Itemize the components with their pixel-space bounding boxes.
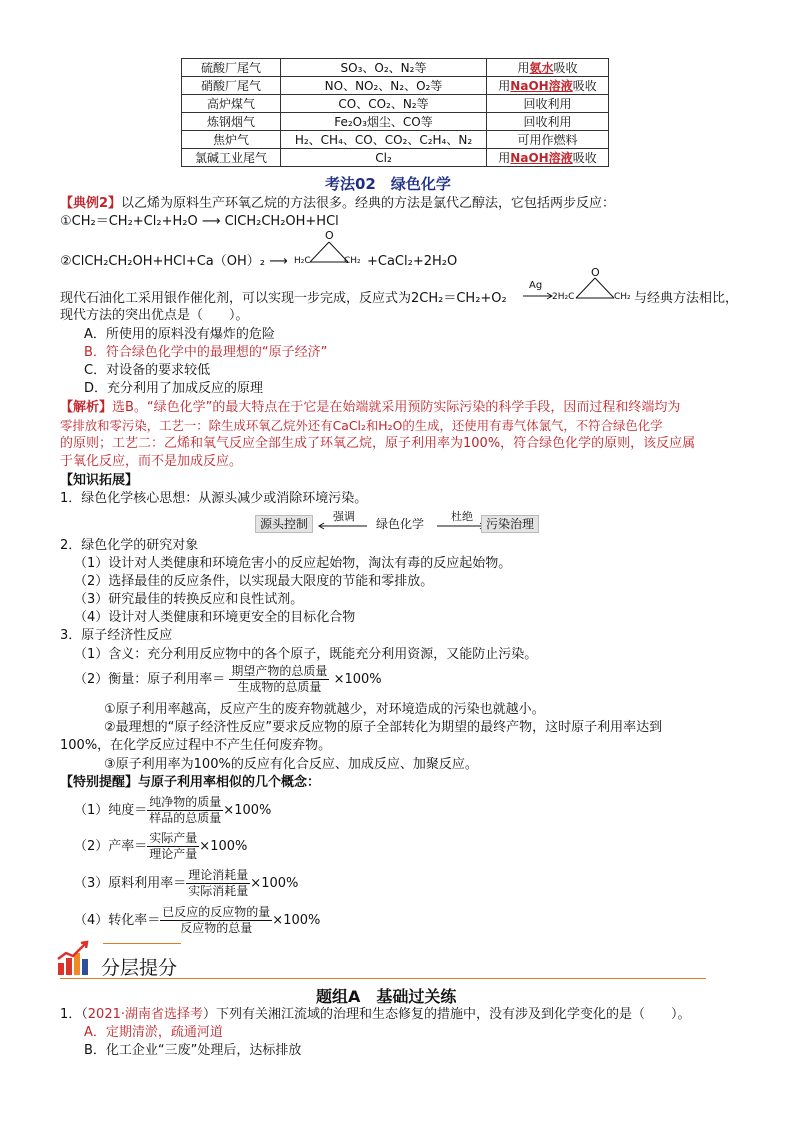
reaction-2-left: ②ClCH₂CH₂OH+HCl+Ca（OH）₂ ⟶: [60, 254, 288, 269]
knowledge-p3-definition: （1）含义：充分利用反应物中的各个原子，既能充分利用资源，又能防止污染。: [74, 647, 538, 662]
green-chem-diagram: [255, 510, 545, 536]
q1-option-b: B．化工企业“三废”处理后，达标排放: [84, 1043, 302, 1058]
knowledge-p2-item-4: （4）设计对人类健康和环境更安全的目标化合物: [74, 610, 356, 625]
tail-gas-row: [182, 95, 609, 113]
concept-times: ×100%: [272, 913, 321, 928]
concept-numerator: 实际产量: [149, 831, 198, 845]
note-2b: 100%，在化学反应过程中不产生任何废弃物。: [60, 738, 332, 753]
tail-gas-row: [182, 149, 609, 167]
treatment-prefix: 回收利用: [523, 115, 572, 129]
concept-numerator: 纯净物的质量: [149, 795, 222, 809]
catalyst-label: Ag: [529, 280, 543, 291]
question-1-stem: [60, 1006, 691, 1024]
q1-stem-text: ）下列有关湘江流域的治理和生态修复的措施中，没有涉及到化学变化的是（ ）。: [203, 1007, 691, 1022]
concept-times: ×100%: [223, 803, 272, 818]
gas-source: 焦炉气: [182, 131, 281, 149]
formula-numerator: 期望产物的总质量: [231, 664, 328, 678]
treatment-prefix: 回收利用: [523, 97, 572, 111]
gas-source: 硝酸厂尾气: [182, 77, 281, 95]
note-1: ①原子利用率越高，反应产生的废弃物就越少，对环境造成的污染也就越小。: [104, 702, 545, 717]
concept-times: ×100%: [250, 876, 299, 891]
epoxide-left-carbon-2: 2H₂C: [552, 292, 575, 302]
knowledge-p2-item-3: （3）研究最佳的转换反应和良性试剂。: [74, 592, 304, 607]
diagram-pollution-treatment: 污染治理: [481, 515, 539, 533]
diagram-eliminate-label: 杜绝: [451, 510, 473, 523]
gas-source: 硫酸厂尾气: [182, 59, 281, 77]
gas-components: SO₃、O₂、N₂等: [281, 59, 487, 77]
treatment-prefix: 用: [517, 61, 530, 75]
concept-fraction: [147, 795, 223, 826]
group-title: 题组A 基础过关练: [316, 987, 457, 1006]
analysis-tag: 【解析】: [60, 400, 113, 415]
q1-option-a: A．定期清淤，疏通河道: [84, 1025, 223, 1040]
concept-denominator: 实际消耗量: [188, 884, 249, 898]
option-d: D．充分利用了加成反应的原理: [84, 381, 264, 396]
analysis-text-1: 选B。“绿色化学”的最大特点在于它是在始端就采用预防实际污染的科学手段，因而过程和终端均为: [112, 400, 681, 415]
catalyst-arrow: [521, 282, 555, 304]
formula-denominator: 生成物的总质量: [237, 680, 322, 694]
orange-divider: [60, 978, 706, 979]
bar-chart-icon: [57, 940, 89, 976]
reaction-2-right: +CaCl₂+2H₂O: [367, 254, 458, 269]
gas-components: H₂、CH₄、CO、CO₂、C₂H₄、N₂: [281, 131, 487, 149]
layered-title: 分层提分: [101, 957, 178, 979]
layered-header: [57, 940, 197, 978]
analysis-line-3: 的原则；工艺二：乙烯和氧气反应全部生成了环氧乙烷，原子利用率为100%，符合绿色化学的原则，该反应属: [60, 436, 696, 451]
header-rule: [103, 943, 181, 944]
gas-treatment: [487, 131, 609, 149]
treatment-suffix: 吸收: [572, 151, 597, 165]
analysis-line-2: 零排放和零污染，工艺一：除生成环氧乙烷外还有CaCl₂和H₂O的生成，还使用有毒气体氯气，不符合绿色化学: [60, 418, 663, 433]
knowledge-p1: 1．绿色化学核心思想：从源头减少或消除环境污染。: [60, 491, 368, 506]
gas-components: NO、NO₂、N₂、O₂等: [281, 77, 487, 95]
question-text: 现代方法的突出优点是（ ）。: [60, 308, 249, 323]
option-b: B．符合绿色化学中的最理想的“原子经济”: [84, 345, 328, 360]
special-concept: [74, 905, 320, 936]
special-concept: [74, 831, 247, 862]
concept-denominator: 反应物的总量: [180, 921, 253, 935]
note-3: ③原子利用率为100%的反应有化合反应、加成反应、加聚反应。: [104, 757, 478, 772]
knowledge-p2-item-1: （1）设计对人类健康和环境危害小的反应起始物，淘汰有毒的反应起始物。: [74, 556, 512, 571]
concept-fraction: [160, 905, 272, 936]
epoxide-structure-product: [552, 266, 632, 310]
gas-source: 高炉煤气: [182, 95, 281, 113]
diagram-green-chemistry: 绿色化学: [371, 515, 429, 533]
tail-gas-row: [182, 77, 609, 95]
concept-numerator: 已反应的反应物的量: [162, 905, 271, 919]
analysis-line-1: [60, 399, 680, 417]
treatment-prefix: 可用作燃料: [517, 133, 578, 147]
concept-denominator: 样品的总质量: [149, 811, 222, 825]
concept-denominator: 理论产量: [149, 847, 198, 861]
epoxide-oxygen: O: [325, 229, 334, 242]
gas-treatment: [487, 95, 609, 113]
q1-prefix: 1．（: [60, 1007, 88, 1022]
tail-gas-table: [181, 58, 609, 167]
diagram-emphasis-label: 强调: [333, 510, 355, 523]
gas-components: CO、CO₂、N₂等: [281, 95, 487, 113]
epoxide-right-carbon: CH₂: [344, 256, 361, 266]
formula-prefix: （2）衡量：原子利用率＝: [74, 672, 226, 687]
gas-treatment: [487, 59, 609, 77]
gas-components: Cl₂: [281, 149, 487, 167]
gas-treatment: [487, 113, 609, 131]
epoxide-structure: [294, 229, 364, 272]
example-intro: [60, 195, 615, 213]
knowledge-p3: 3．原子经济性反应: [60, 628, 173, 643]
concept-fraction: [186, 868, 250, 899]
tail-gas-row: [182, 113, 609, 131]
treatment-suffix: 吸收: [553, 61, 578, 75]
tail-gas-row: [182, 131, 609, 149]
treatment-suffix: 吸收: [572, 79, 597, 93]
formula-fraction: [229, 664, 329, 695]
special-concept: [74, 795, 271, 826]
concept-prefix: （1）纯度＝: [74, 803, 148, 818]
modern-method-line: 现代石油化工采用银作催化剂，可以实现一步完成，反应式为2CH₂＝CH₂+O₂: [60, 291, 507, 306]
treatment-agent: NaOH溶液: [510, 79, 573, 93]
example-tag: 【典例2】: [60, 196, 122, 211]
gas-source: 炼钢烟气: [182, 113, 281, 131]
q1-source: 2021·湖南省选择考: [87, 1007, 203, 1022]
concept-fraction: [147, 831, 199, 862]
concept-times: ×100%: [199, 839, 248, 854]
knowledge-tag: 【知识拓展】: [60, 473, 139, 488]
formula-times: ×100%: [333, 672, 382, 687]
knowledge-p2-item-2: （2）选择最佳的反应条件，以实现最大限度的节能和零排放。: [74, 574, 434, 589]
modern-method-tail: 与经典方法相比，: [634, 291, 739, 306]
treatment-agent: NaOH溶液: [510, 151, 573, 165]
knowledge-p2: 2．绿色化学的研究对象: [60, 538, 199, 553]
treatment-prefix: 用: [498, 151, 511, 165]
right-arrow-svg: [435, 518, 487, 530]
epoxide-left-carbon: H₂C: [294, 256, 311, 266]
epoxide-right-carbon-2: CH₂: [614, 292, 631, 302]
diagram-source-control: 源头控制: [255, 515, 313, 533]
treatment-agent: 氨水: [529, 61, 554, 75]
epoxide-oxygen-2: O: [591, 266, 600, 279]
special-tag: 【特别提醒】与原子利用率相似的几个概念：: [60, 775, 321, 790]
concept-prefix: （3）原料利用率＝: [74, 876, 187, 891]
option-a: A．所使用的原料没有爆炸的危险: [84, 327, 275, 342]
atom-utilization-formula: [74, 664, 382, 695]
treatment-prefix: 用: [498, 79, 511, 93]
example-intro-text: 以乙烯为原料生产环氧乙烷的方法很多。经典的方法是氯代乙醇法，它包括两步反应：: [121, 196, 616, 211]
tail-gas-row: [182, 59, 609, 77]
gas-treatment: [487, 149, 609, 167]
note-2a: ②最理想的“原子经济性反应”要求反应物的原子全部转化为期望的最终产物，这时原子利用率达到: [104, 720, 663, 735]
left-arrow-svg: [317, 518, 369, 530]
concept-numerator: 理论消耗量: [188, 868, 249, 882]
special-concept: [74, 868, 298, 899]
gas-treatment: [487, 77, 609, 95]
reaction-1: ①CH₂＝CH₂+Cl₂+H₂O ⟶ ClCH₂CH₂OH+HCl: [60, 214, 339, 229]
section-title: 考法02 绿色化学: [325, 175, 451, 193]
concept-prefix: （4）转化率＝: [74, 913, 161, 928]
gas-source: 氯碱工业尾气: [182, 149, 281, 167]
gas-components: Fe₂O₃烟尘、CO等: [281, 113, 487, 131]
analysis-line-4: 于氧化反应，而不是加成反应。: [60, 454, 243, 469]
concept-prefix: （2）产率＝: [74, 839, 148, 854]
option-c: C．对设备的要求较低: [84, 363, 211, 378]
